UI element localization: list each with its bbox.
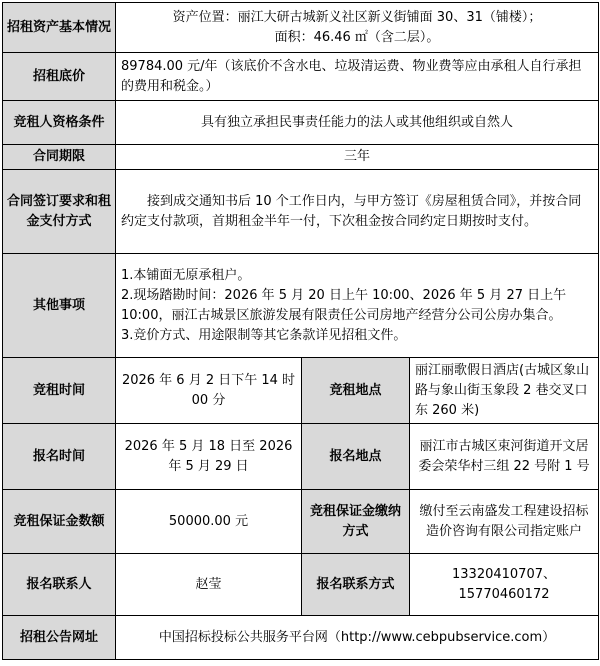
other-item-2: 2.现场踏勘时间：2026 年 5 月 20 日上午 10:00、2026 年 5 月 27 日上午 10:00，丽江古城景区旅游发展有限责任公司房地产经营分公司公房办集合。 [121,287,567,323]
contact-method-value: 13320410707、15770460172 [410,554,599,616]
asset-label: 招租资产基本情况 [3,3,116,53]
lease-info-table [2,2,599,660]
other-label: 其他事项 [3,254,116,358]
announcement-value[interactable]: 中国招标投标公共服务平台网（http://www.cebpubservice.com） [116,616,599,660]
asset-location: 资产位置：丽江大研古城新义社区新义街铺面 30、31（铺楼）； [172,9,542,25]
row-registration [3,424,599,490]
row-announcement [3,616,599,660]
row-term [3,145,599,170]
term-label: 合同期限 [3,145,116,170]
signing-label: 合同签订要求和租金支付方式 [3,170,116,254]
bidding-place-label: 竞租地点 [302,358,410,424]
row-base-price [3,53,599,101]
deposit-amount-value: 50000.00 元 [116,490,302,554]
row-other [3,254,599,358]
registration-time-value: 2026 年 5 月 18 日至 2026 年 5 月 29 日 [116,424,302,490]
deposit-method-label: 竞租保证金缴纳方式 [302,490,410,554]
contact-person-label: 报名联系人 [3,554,116,616]
bidding-place-value: 丽江丽歌假日酒店(古城区象山路与象山街玉象段 2 巷交叉口东 260 米) [410,358,599,424]
row-bidding [3,358,599,424]
registration-place-label: 报名地点 [302,424,410,490]
bidding-time-label: 竞租时间 [3,358,116,424]
contact-person-value: 赵莹 [116,554,302,616]
row-contact [3,554,599,616]
row-signing [3,170,599,254]
row-deposit [3,490,599,554]
signing-value [116,170,599,254]
asset-area: 面积：46.46 ㎡（含二层）。 [274,29,440,45]
registration-time-label: 报名时间 [3,424,116,490]
asset-value [116,3,599,53]
announcement-label: 招租公告网址 [3,616,116,660]
other-item-1: 1.本铺面无原承租户。 [121,267,251,283]
contact-method-label: 报名联系方式 [302,554,410,616]
deposit-amount-label: 竞租保证金数额 [3,490,116,554]
term-value: 三年 [116,145,599,170]
base-price-value: 89784.00 元/年（该底价不含水电、垃圾清运费、物业费等应由承租人自行承担的费用和税金。） [116,53,599,101]
bidding-time-value: 2026 年 6 月 2 日下午 14 时 00 分 [116,358,302,424]
registration-place-value: 丽江市古城区束河街道开文居委会荣华村三组 22 号附 1 号 [410,424,599,490]
row-qualification [3,101,599,145]
signing-text: 接到成交通知书后 10 个工作日内，与甲方签订《房屋租赁合同》，并按合同约定支付款项，首期租金半年一付，下次租金按合同约定日期按时支付。 [121,193,582,229]
deposit-method-value: 缴付至云南盛发工程建设招标造价咨询有限公司指定账户 [410,490,599,554]
qualification-value: 具有独立承担民事责任能力的法人或其他组织或自然人 [116,101,599,145]
other-item-3: 3.竞价方式、用途限制等其它条款详见招租文件。 [121,327,407,343]
base-price-label: 招租底价 [3,53,116,101]
other-value [116,254,599,358]
qualification-label: 竞租人资格条件 [3,101,116,145]
row-asset [3,3,599,53]
